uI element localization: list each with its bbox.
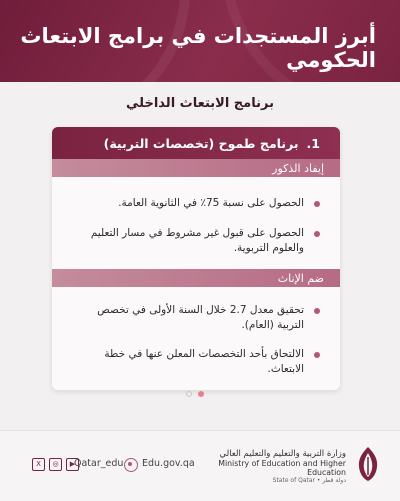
males-requirements-list bbox=[72, 196, 320, 256]
pagination-dot[interactable] bbox=[186, 391, 192, 397]
females-requirements-list bbox=[72, 303, 320, 377]
state-label: State of Qatar • دولة قطر bbox=[272, 477, 346, 484]
section-label-females: ضم الإناث bbox=[52, 269, 340, 287]
pagination-dot-active[interactable] bbox=[198, 391, 204, 397]
card-header bbox=[52, 127, 340, 159]
ministry-name-ar: وزارة التربية والتعليم والتعليم العالي bbox=[219, 449, 346, 459]
social-handle[interactable]: Qatar_edu bbox=[74, 458, 124, 469]
ministry-logo-icon bbox=[352, 445, 384, 483]
list-item bbox=[72, 347, 320, 377]
page-title: أبرز المستجدات في برامج الابتعاث الحكومي bbox=[20, 24, 376, 72]
globe-icon bbox=[124, 458, 138, 472]
list-item-text: تحقيق معدل 2.7 خلال السنة الأولى في تخصص التربية (العام). bbox=[97, 304, 304, 331]
footer bbox=[0, 430, 400, 501]
list-item-text: الحصول على قبول غير مشروط في مسار التعليم والعلوم التربوية. bbox=[90, 227, 304, 254]
section-subtitle: برنامج الابتعاث الداخلي bbox=[126, 96, 274, 111]
website-link[interactable]: Edu.gov.qa bbox=[142, 458, 195, 469]
program-title: برنامج طموح (تخصصات التربية) bbox=[103, 135, 299, 151]
bullet-icon bbox=[314, 231, 320, 237]
list-item bbox=[72, 196, 320, 211]
ministry-name bbox=[206, 449, 346, 484]
list-item bbox=[72, 226, 320, 256]
bullet-icon bbox=[314, 308, 320, 314]
pagination-dots bbox=[186, 391, 204, 397]
bullet-icon bbox=[314, 201, 320, 207]
list-item-text: الالتحاق بأحد التخصصات المعلن عنها في خطة الابتعاث. bbox=[104, 348, 304, 375]
program-number: 1. bbox=[306, 135, 320, 151]
bullet-icon bbox=[314, 352, 320, 358]
program-card bbox=[52, 127, 340, 390]
list-item bbox=[72, 303, 320, 333]
instagram-icon[interactable]: ◎ bbox=[49, 458, 62, 471]
section-label-males: إيفاد الذكور bbox=[52, 159, 340, 177]
list-item-text: الحصول على نسبة 75٪ في الثانوية العامة. bbox=[118, 197, 304, 209]
ministry-name-en: Ministry of Education and Higher Education bbox=[218, 459, 346, 477]
social-links bbox=[32, 458, 79, 471]
header-banner bbox=[0, 0, 400, 82]
x-icon[interactable]: X bbox=[32, 458, 45, 471]
youtube-icon[interactable]: ▶ bbox=[66, 458, 79, 471]
